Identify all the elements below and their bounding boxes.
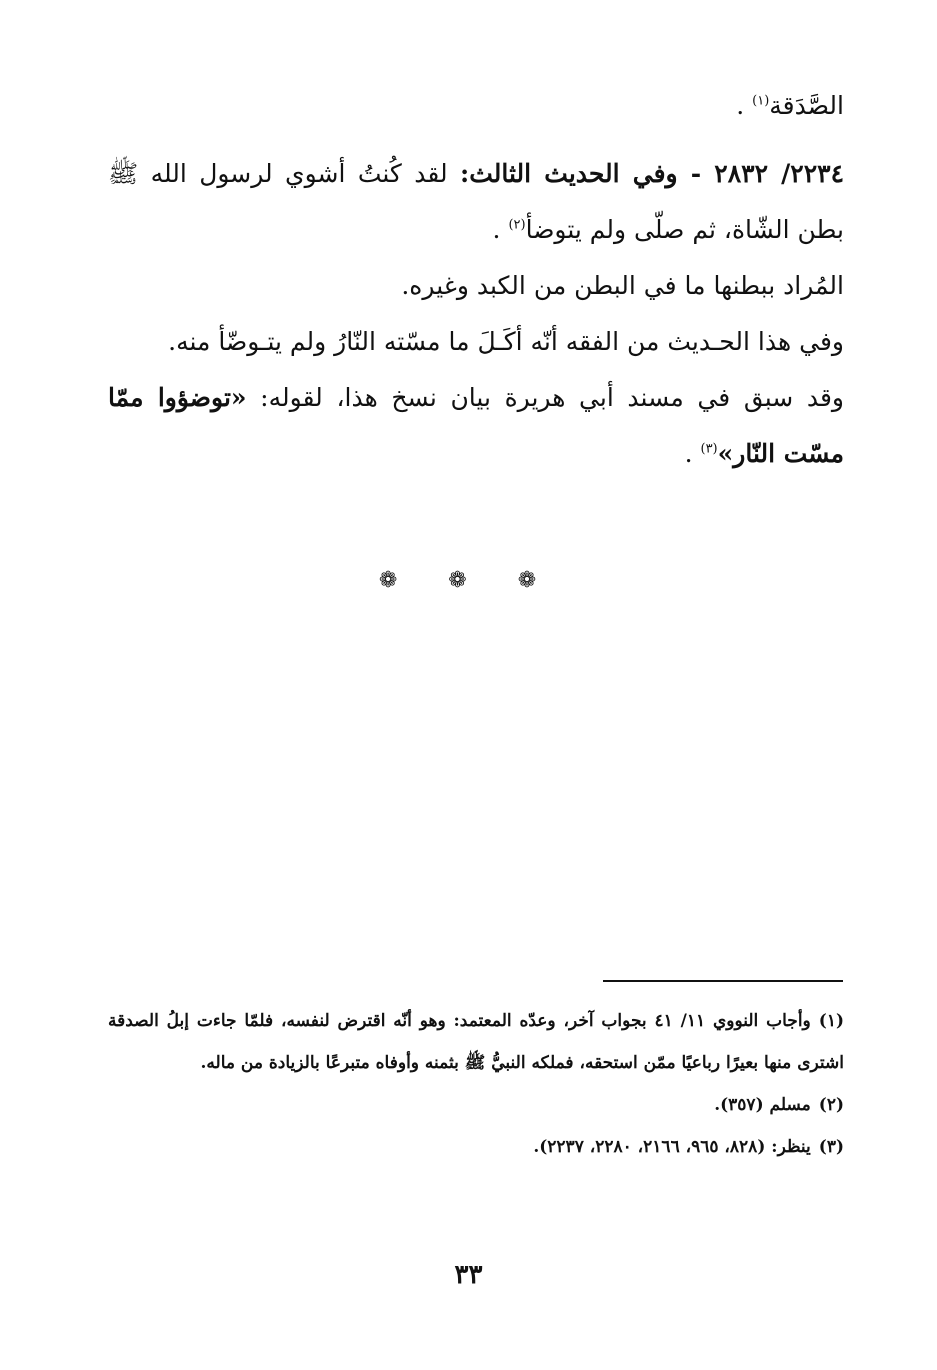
paragraph-5-tail: . xyxy=(684,439,701,468)
hadith-number-heading: ٢٢٣٤/ ٢٨٣٢ - وفي الحديث الثالث: xyxy=(460,159,844,188)
quoted-hadith: «توضؤوا ممّا مسّت النّار» xyxy=(108,383,844,468)
paragraph-1-tail: . xyxy=(736,91,753,120)
footnote-1-number: (١) xyxy=(818,1011,844,1031)
footnote-2-text: مسلم (٣٥٧). xyxy=(714,1095,811,1115)
paragraph-2-tail: . xyxy=(492,215,509,244)
footnote-3-text: ينظر: (٨٢٨، ٩٦٥، ٢١٦٦، ٢٢٨٠، ٢٢٣٧). xyxy=(533,1137,811,1157)
footnote-3-number: (٣) xyxy=(818,1137,844,1157)
footnote-1 xyxy=(108,1000,844,1084)
footnotes xyxy=(108,1000,844,1168)
footnote-ref-3: (٣) xyxy=(700,441,718,457)
footnote-divider xyxy=(603,980,843,982)
paragraph-2-text: لقد كُنتُ أشوي لرسول الله ﷺ بطن الشّاة، ثم صلّى ولم يتوضأ xyxy=(108,159,844,244)
paragraph-4 xyxy=(108,314,844,370)
paragraph-4-text: وفي هذا الحـديث من الفقه أنّه أكَـلَ ما مسّته النّارُ ولم يتـوضّأ منه. xyxy=(168,327,844,356)
paragraph-1 xyxy=(108,78,844,134)
paragraph-3 xyxy=(108,258,844,314)
paragraph-3-text: المُراد ببطنها ما في البطن من الكبد وغيره. xyxy=(401,271,844,300)
footnote-2 xyxy=(108,1084,844,1126)
section-separator-stars: ❁ ❁ ❁ xyxy=(378,568,559,593)
footnote-2-number: (٢) xyxy=(818,1095,844,1115)
paragraph-2 xyxy=(108,146,844,258)
paragraph-5-text: وقد سبق في مسند أبي هريرة بيان نسخ هذا، لقوله: xyxy=(246,383,844,412)
page-number: ٣٣ xyxy=(454,1260,483,1290)
footnote-ref-2: (٢) xyxy=(508,217,526,233)
paragraph-1-text: الصَّدَقة xyxy=(769,91,844,120)
footnote-3 xyxy=(108,1126,844,1168)
footnote-ref-1: (١) xyxy=(752,93,770,109)
paragraph-5 xyxy=(108,370,844,482)
main-text xyxy=(108,78,844,482)
footnote-1-text: وأجاب النووي ١١/ ٤١ بجواب آخر، وعدّه المعتمد: وهو أنّه اقترض لنفسه، فلمّا جاءت إبلُ الصدقة اشترى منها بعيرًا رباعيًا ممّن استحقه، فملكه النبيُّ ﷺ بثمنه وأوفاه متبرعًا بالزيادة من ماله. xyxy=(108,1011,844,1073)
